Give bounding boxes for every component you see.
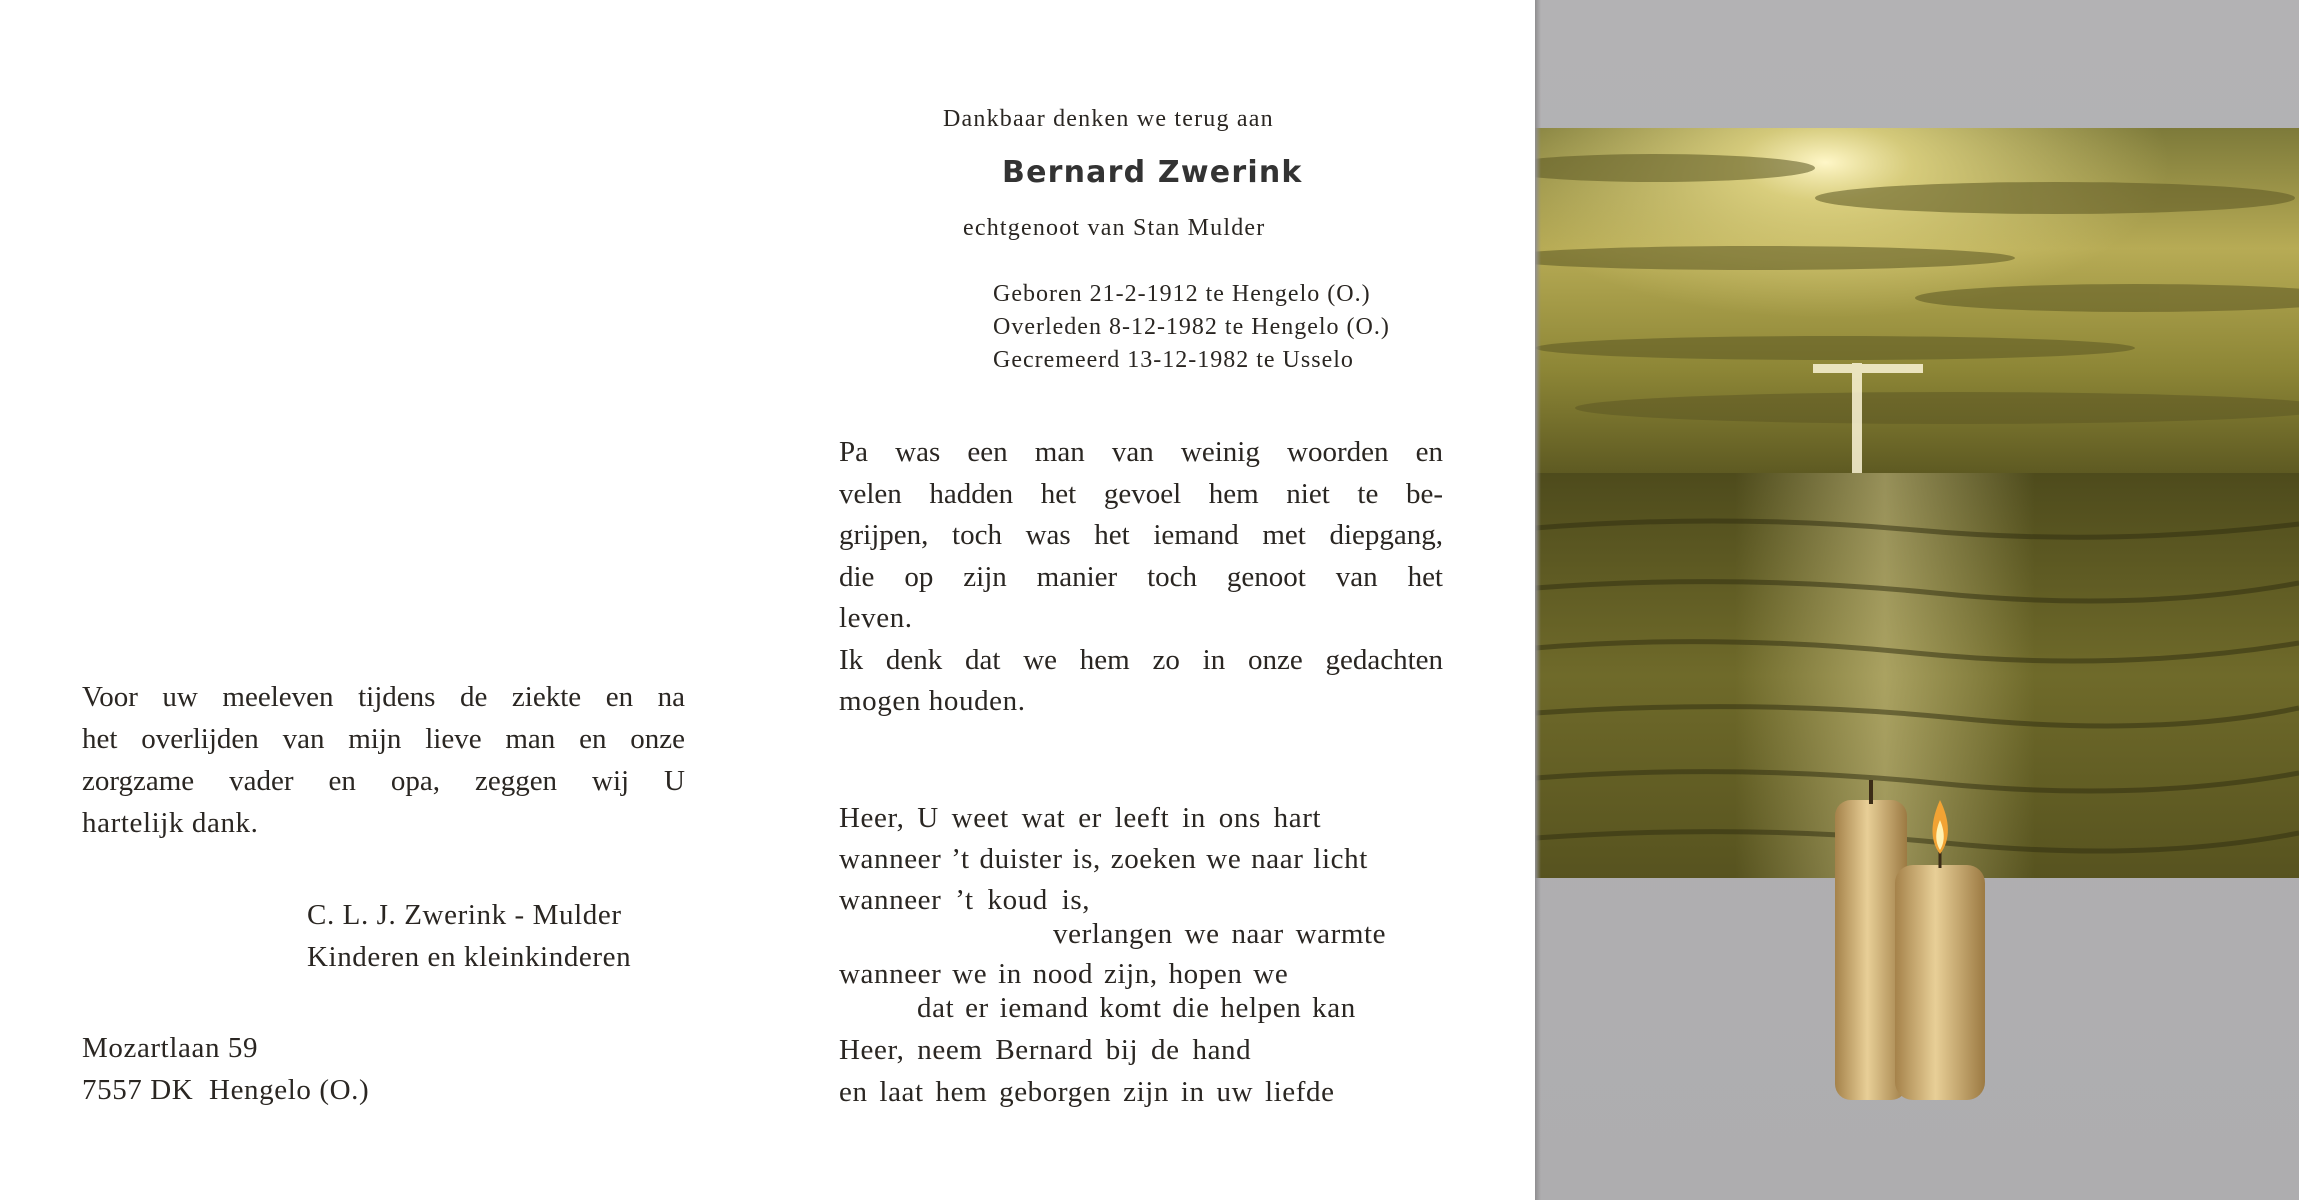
text-line-6: Ik denk dat we hem zo in onze gedachten	[839, 644, 1443, 676]
intro-line: Dankbaar denken we terug aan	[943, 106, 1274, 132]
left-panel	[0, 0, 750, 1200]
prayer-line-6: dat er iemand komt die helpen kan	[917, 992, 1356, 1024]
address-city: 7557 DK Hengelo (O.)	[82, 1074, 370, 1106]
middle-panel	[750, 0, 1535, 1200]
prayer-line-4: verlangen we naar warmte	[1053, 918, 1387, 950]
prayer-line-2: wanneer ’t duister is, zoeken we naar licht	[839, 843, 1368, 875]
prayer-line-5: wanneer we in nood zijn, hopen we	[839, 958, 1289, 990]
text-line-1: Pa was een man van weinig woorden en	[839, 436, 1443, 468]
thanks-line-3: zorgzame vader en opa, zeggen wij U	[82, 765, 685, 797]
sunset-sea-cross-image	[1535, 128, 2299, 878]
right-image-panel	[1535, 0, 2299, 1200]
thanks-line-4: hartelijk dank.	[82, 807, 259, 839]
spouse-line: echtgenoot van Stan Mulder	[963, 215, 1266, 241]
text-line-2: velen hadden het gevoel hem niet te be-	[839, 478, 1443, 510]
born-line: Geboren 21-2-1912 te Hengelo (O.)	[993, 281, 1371, 307]
prayer-line-1: Heer, U weet wat er leeft in ons hart	[839, 802, 1322, 834]
cremated-line: Gecremeerd 13-12-1982 te Usselo	[993, 347, 1354, 373]
thanks-line-2: het overlijden van mijn lieve man en onze	[82, 723, 685, 755]
two-candles-icon	[1825, 770, 1995, 1110]
thanks-line-1: Voor uw meeleven tijdens de ziekte en na	[82, 681, 685, 713]
text-line-5: leven.	[839, 602, 913, 634]
text-line-3: grijpen, toch was het iemand met diepgang,	[839, 519, 1443, 551]
prayer-line-3: wanneer ’t koud is,	[839, 884, 1091, 916]
address-street: Mozartlaan 59	[82, 1032, 259, 1064]
text-line-4: die op zijn manier toch genoot van het	[839, 561, 1443, 593]
died-line: Overleden 8-12-1982 te Hengelo (O.)	[993, 314, 1390, 340]
signature-name: C. L. J. Zwerink - Mulder	[307, 899, 622, 931]
signature-family: Kinderen en kleinkinderen	[307, 941, 632, 973]
prayer-line-7: Heer, neem Bernard bij de hand	[839, 1034, 1252, 1066]
prayer-line-8: en laat hem geborgen zijn in uw liefde	[839, 1076, 1335, 1108]
text-line-7: mogen houden.	[839, 685, 1026, 717]
deceased-name: Bernard Zwerink	[1002, 155, 1303, 190]
card-fold-edge	[1535, 0, 1541, 1200]
